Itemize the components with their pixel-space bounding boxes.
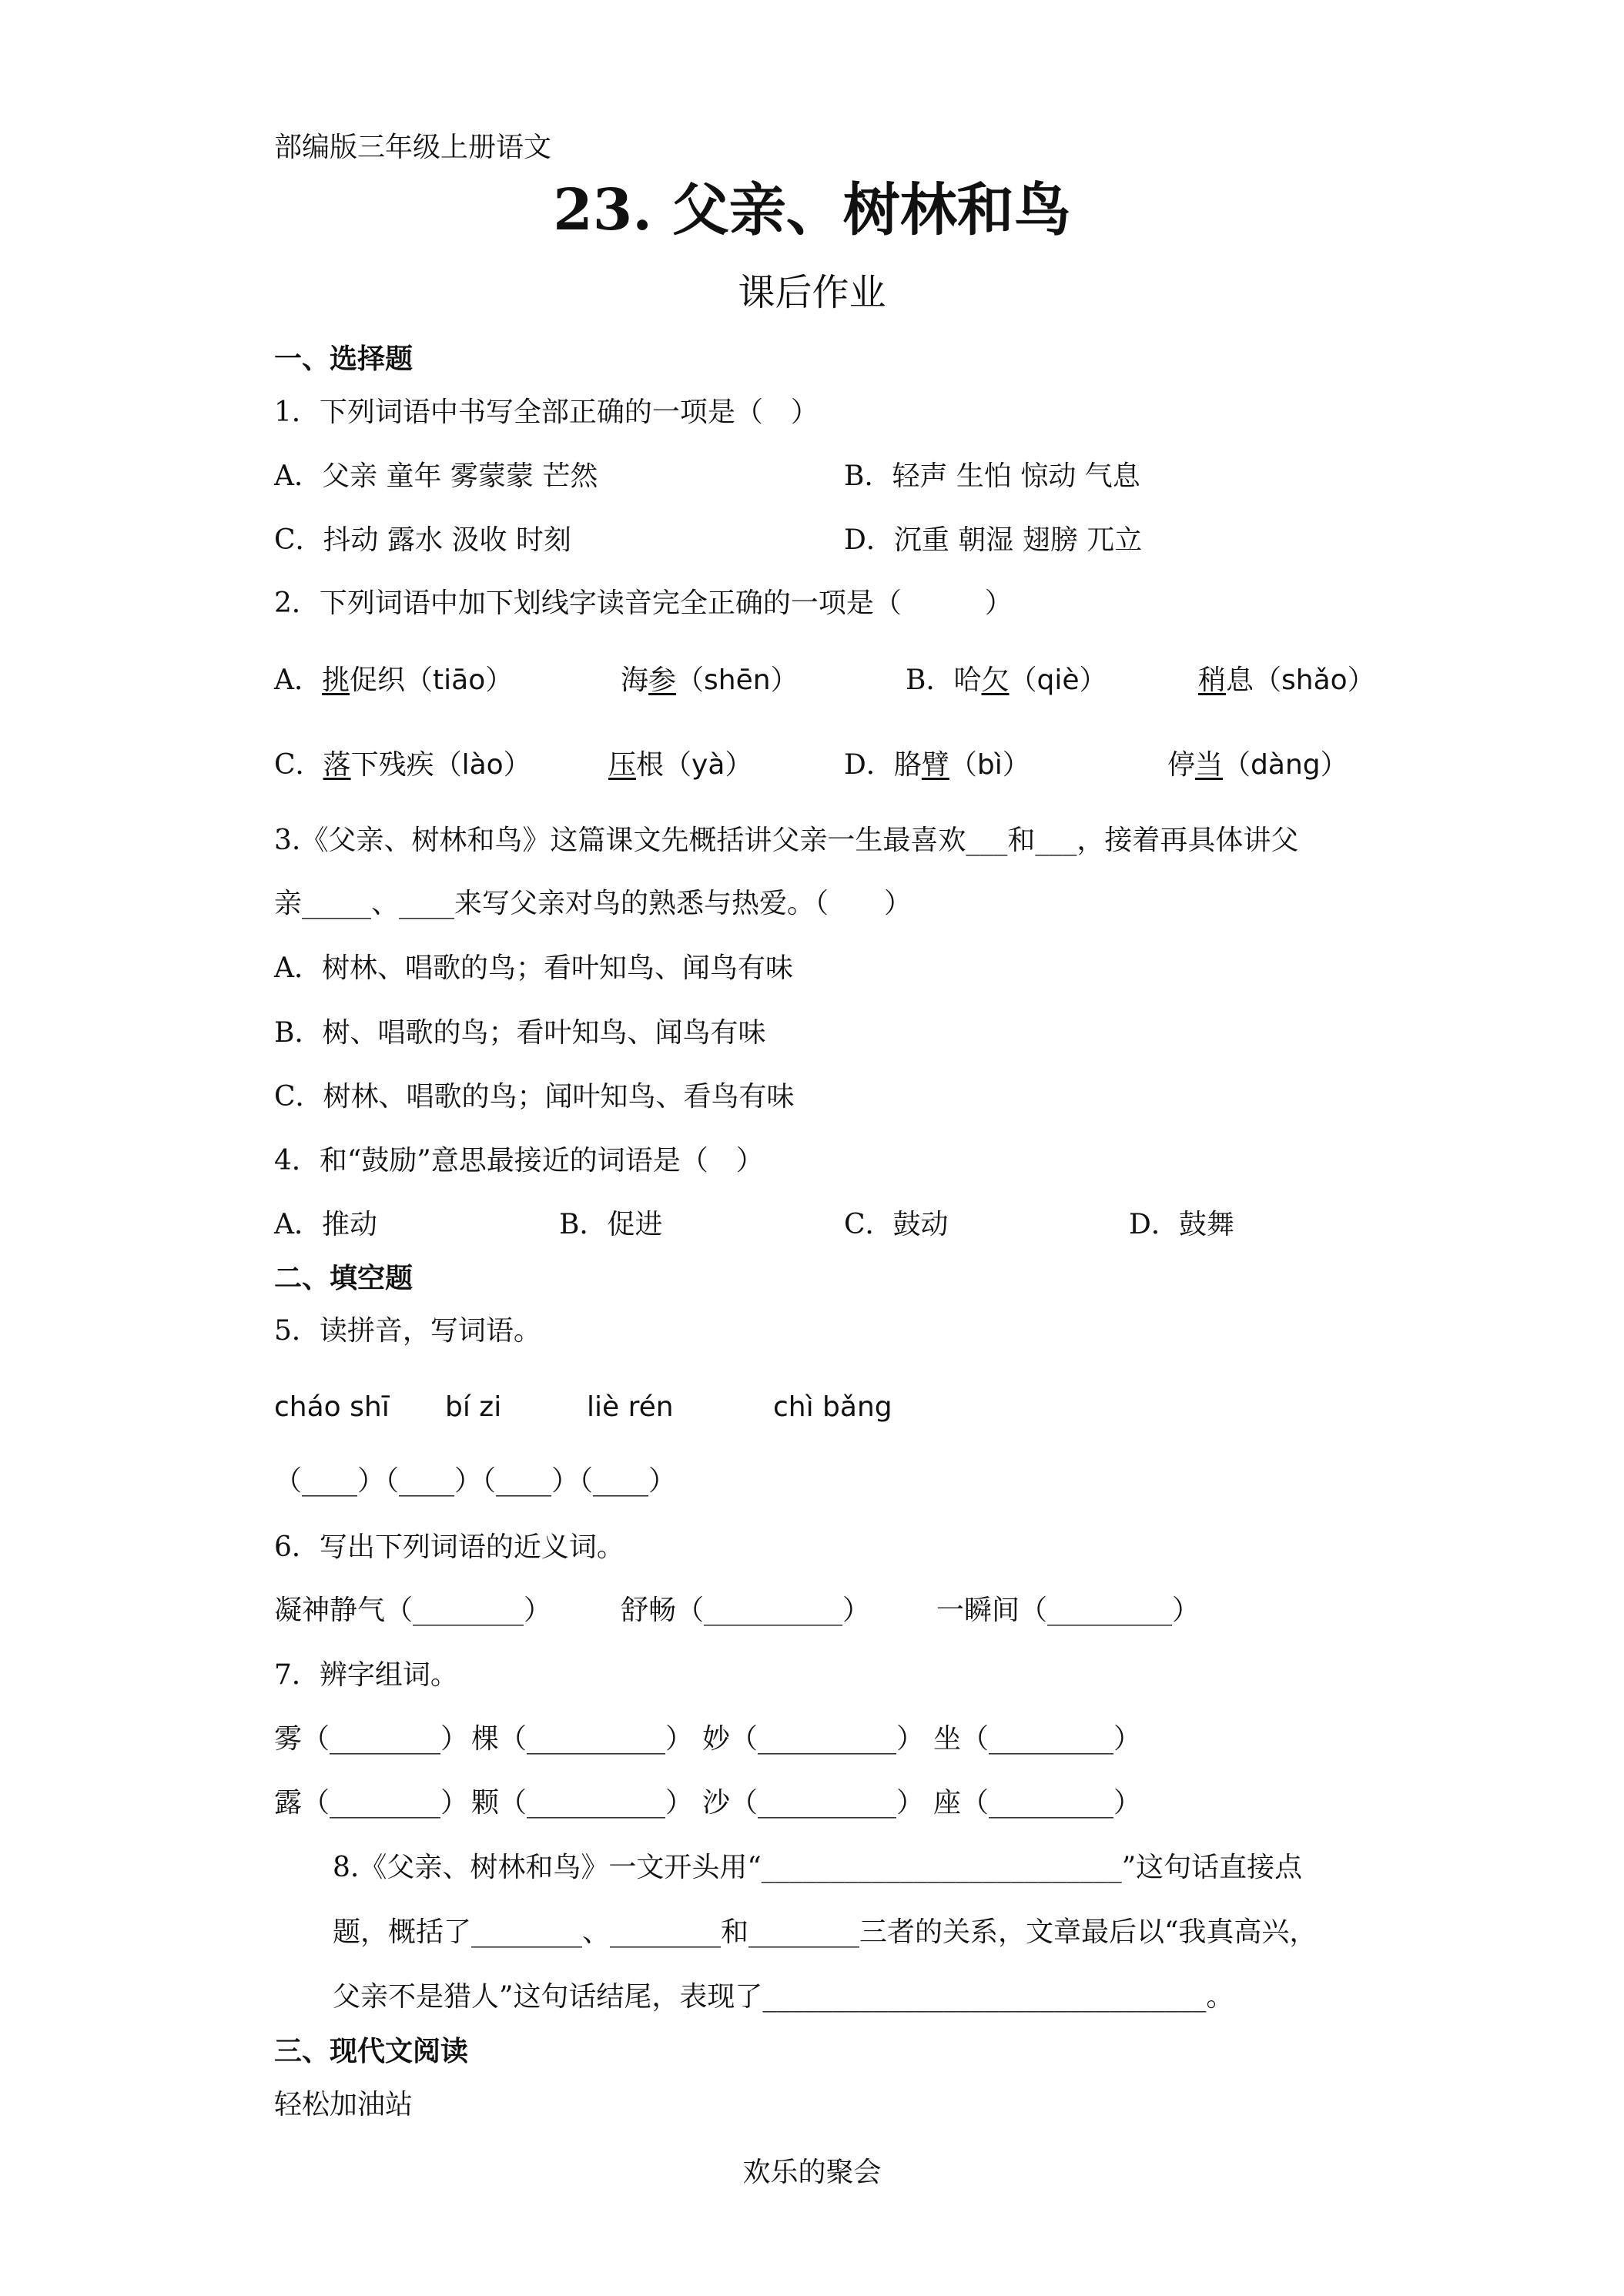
q8-line3: 父亲不是猎人”这句话结尾，表现了________________________________。 xyxy=(333,1981,1234,2013)
q1-option-d: D．沉重 朝湿 翅膀 兀立 xyxy=(844,524,1143,556)
q7-row1-item1: 雾（________） xyxy=(274,1723,469,1755)
q2-stem: 2．下列词语中加下划线字读音完全正确的一项是（ ） xyxy=(274,587,1013,619)
q1-option-b: B．轻声 生怕 惊动 气息 xyxy=(844,460,1140,492)
q4-option-c: C．鼓动 xyxy=(844,1209,949,1240)
q2-option-a-item2: 海参（shēn） xyxy=(621,664,799,696)
reading-passage-title: 欢乐的聚会 xyxy=(742,2157,882,2188)
section-heading-fill: 二、填空题 xyxy=(274,1262,414,1294)
q5-pinyin-2: bí zi xyxy=(445,1391,502,1423)
q3-option-b: B．树、唱歌的鸟；看叶知鸟、闻鸟有味 xyxy=(274,1017,766,1049)
q8-line1: 8.《父亲、树林和鸟》一文开头用“__________________________”这句话直接点 xyxy=(333,1852,1303,1883)
q2-option-b-item2: 稍息（shǎo） xyxy=(1198,664,1375,696)
q5-stem: 5．读拼音，写词语。 xyxy=(274,1315,541,1347)
q2-option-d-item2: 停当（dàng） xyxy=(1167,749,1348,781)
q6-item-2: 舒畅（__________） xyxy=(621,1595,871,1626)
q1-option-a: A．父亲 童年 雾蒙蒙 芒然 xyxy=(274,460,598,492)
q2-option-c-item2: 压根（yà） xyxy=(608,749,753,781)
q3-stem-line2: 亲_____、____来写父亲对鸟的熟悉与热爱。（ ） xyxy=(274,888,912,919)
q7-row2-item2: 颗（__________） xyxy=(471,1787,694,1819)
q2-option-b: B．哈欠（qiè） xyxy=(906,664,1107,696)
q2-option-a: A．挑促织（tiāo） xyxy=(274,664,514,696)
q6-item-3: 一瞬间（_________） xyxy=(936,1595,1200,1626)
page-subtitle: 课后作业 xyxy=(738,271,886,314)
q5-answer-blanks: （____）（____）（____）（____） xyxy=(274,1465,677,1497)
page-header: 部编版三年级上册语文 xyxy=(274,132,552,163)
q3-stem-line1: 3.《父亲、树林和鸟》这篇课文先概括讲父亲一生最喜欢___和___，接着再具体讲父 xyxy=(274,825,1299,856)
q3-option-a: A．树林、唱歌的鸟；看叶知鸟、闻鸟有味 xyxy=(274,952,793,984)
q6-item-1: 凝神静气（________） xyxy=(274,1595,552,1626)
section-heading-choice: 一、选择题 xyxy=(274,343,414,375)
q8-line2: 题，概括了________、________和________三者的关系，文章最后以“我真高兴， xyxy=(333,1916,1318,1948)
q7-stem: 7．辨字组词。 xyxy=(274,1659,458,1691)
q1-option-c: C．抖动 露水 汲收 时刻 xyxy=(274,524,571,556)
q4-stem: 4．和“鼓励”意思最接近的词语是（ ） xyxy=(274,1145,764,1176)
q2-option-d: D．胳臂（bì） xyxy=(844,749,1030,781)
reading-label: 轻松加油站 xyxy=(274,2089,414,2120)
q6-stem: 6．写出下列词语的近义词。 xyxy=(274,1531,624,1563)
q7-row1-item4: 坐（_________） xyxy=(933,1723,1142,1755)
q3-option-c: C．树林、唱歌的鸟；闻叶知鸟、看鸟有味 xyxy=(274,1081,795,1113)
q7-row2-item4: 座（_________） xyxy=(933,1787,1142,1819)
q7-row2-item1: 露（________） xyxy=(274,1787,469,1819)
q7-row2-item3: 沙（__________） xyxy=(702,1787,925,1819)
q7-row1-item2: 棵（__________） xyxy=(471,1723,694,1755)
q5-pinyin-3: liè rén xyxy=(587,1391,674,1423)
q5-pinyin-4: chì bǎng xyxy=(773,1391,892,1423)
q4-option-b: B．促进 xyxy=(559,1209,663,1240)
q4-option-a: A．推动 xyxy=(274,1209,377,1240)
q2-option-c: C．落下残疾（lào） xyxy=(274,749,531,781)
q1-stem: 1．下列词语中书写全部正确的一项是（ ） xyxy=(274,397,819,428)
q7-row1-item3: 妙（__________） xyxy=(702,1723,925,1755)
page-title: 23. 父亲、树林和鸟 xyxy=(553,177,1071,243)
q4-option-d: D．鼓舞 xyxy=(1129,1209,1234,1240)
section-heading-reading: 三、现代文阅读 xyxy=(274,2035,469,2067)
q5-pinyin-1: cháo shī xyxy=(274,1391,390,1423)
